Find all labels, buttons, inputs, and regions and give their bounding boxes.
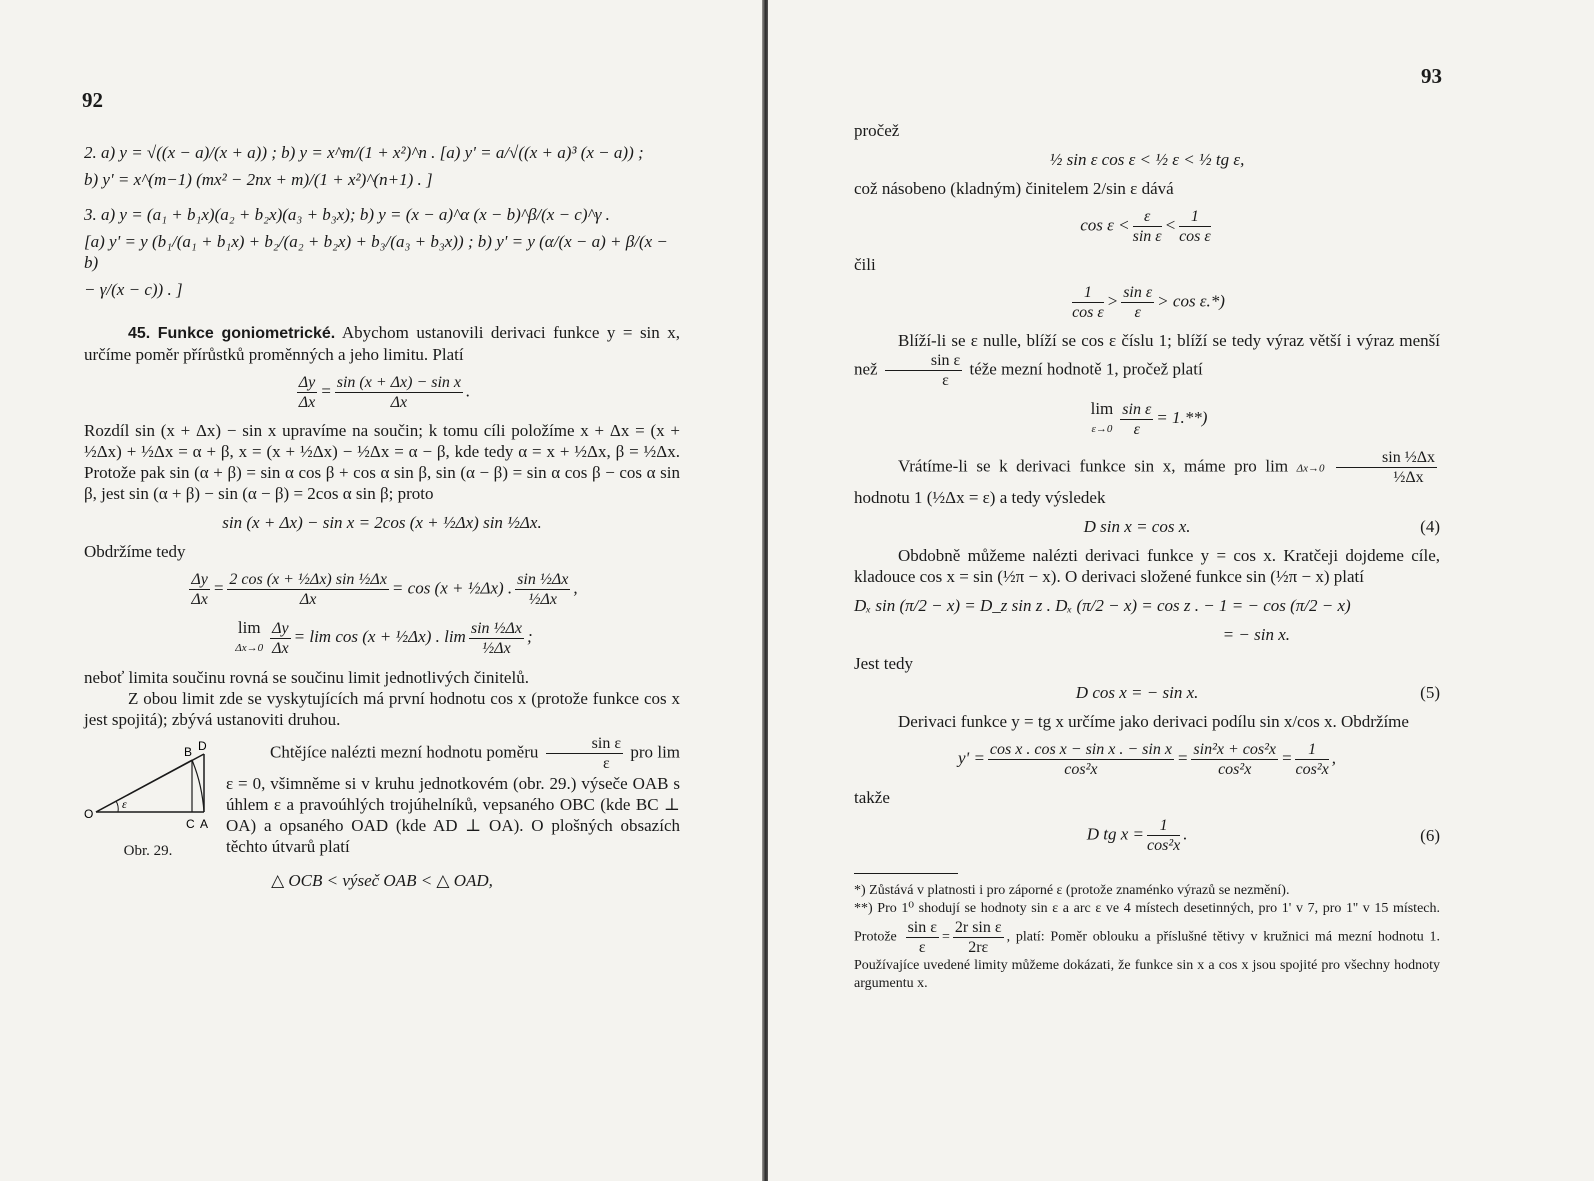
paragraph-5-start: Vrátíme-li se k derivaci funkce sin x, máme pro lim xyxy=(898,456,1289,476)
eq1-lhs-num: Δy xyxy=(298,374,316,391)
figure-caption: Obr. 29. xyxy=(123,843,173,859)
eq8-f2-den: cos²x xyxy=(1218,761,1252,778)
eq3-f2-den: ε xyxy=(1134,304,1141,321)
eq4-lim: lim xyxy=(1090,399,1114,418)
footnote-2-start: **) Pro 1⁰ shodují se hodnoty sin ε a arc ε ve 4 místech desetinných, pro 1' v 7, pro 1'' v 15 místech. Protože xyxy=(854,901,1440,945)
label-b: B xyxy=(184,745,193,759)
paragraph-3: Obdržíme tedy xyxy=(84,542,186,561)
eq4-den: ε xyxy=(1133,420,1140,438)
equation-area-inequality: △ OCB < výseč OAB < △ OAD, xyxy=(271,871,493,890)
eq5-text: D sin x = cos x. xyxy=(1083,517,1191,536)
equation-6 xyxy=(854,816,1440,855)
equation-cos-ineq: cos ε < $\frac{\varepsilon}{\text{sin ε}}$ < $\frac{1}{\text{cos ε}}$ xyxy=(1080,208,1211,245)
paragraph-4-rest: téže mezní hodnotě 1, pročež platí xyxy=(969,359,1203,379)
equation-tg-quotient: y' = $\frac{\text{cos x . cos x − sin x . − sin x}}{\text{cos²x}}$ = $\frac{\text{sin²x + cos²x}}{\text{cos²x}}$ = $\frac{1}{\text{cos²x}}$ , xyxy=(958,741,1336,778)
eq4-sub: ε→0 xyxy=(1091,423,1113,435)
eq2-left: cos ε < xyxy=(1080,215,1130,235)
eq2-f1-num: ε xyxy=(1133,207,1162,227)
figure-and-text xyxy=(84,734,680,862)
paragraph-4-start: Blíží-li se ε nulle, blíží se cos ε číslu 1; blíží se tedy výraz větší i výraz menší než xyxy=(854,331,1440,379)
eq9-tag: (6) xyxy=(1420,826,1440,845)
eq3-lhs-num: Δy xyxy=(191,571,208,588)
eq9-expr: D tg x = $\frac{1}{\text{cos²x}}$ . xyxy=(1086,817,1188,854)
page-number: 92 xyxy=(82,88,103,112)
unit-circle-figure xyxy=(84,734,212,834)
paragraph-4: neboť limita součinu rovná se součinu limit jednotlivých činitelů. xyxy=(84,668,529,687)
eq8-f2-num: sin²x + cos²x xyxy=(1193,741,1276,758)
eq2-f1-den: sin ε xyxy=(1132,228,1162,245)
figure-29 xyxy=(84,734,212,862)
eq3-f1-den: cos ε xyxy=(1072,304,1104,321)
eq2-f2-num: 1 xyxy=(1179,207,1211,227)
section-number: 45. xyxy=(128,325,151,342)
equation-cos-derivative-chain: Dₓ sin (π/2 − x) = D_z sin z . Dₓ (π/2 − x) = cos z . − 1 = − cos (π/2 − x) xyxy=(854,596,1351,615)
eq8-f1-den: cos²x xyxy=(1064,761,1098,778)
equation-sin-limit xyxy=(854,398,1440,440)
eq4-frac-num: sin ½Δx xyxy=(470,619,523,637)
equation-area-ineq: ½ sin ε cos ε < ½ ε < ½ tg ε, xyxy=(1049,150,1245,169)
p4-frac-num: sin ε xyxy=(885,351,962,371)
eq1-rhs-den: Δx xyxy=(390,394,408,411)
eq5-tag: (4) xyxy=(1420,517,1440,536)
paragraph-6-start: Chtějíce nalézti mezní hodnotu poměru xyxy=(270,742,539,762)
exercise-3-line-1: 3. a) y = (a₁ + b₁x)(a₂ + b₂x)(a₃ + b₃x); b) y = (x − a)^α (x − b)^β/(x − c)^γ . xyxy=(84,205,610,224)
eq4-num: Δy xyxy=(272,619,289,637)
eq8-f3-den: cos²x xyxy=(1295,761,1329,778)
equation-reciprocal-ineq: $\frac{1}{\text{cos ε}}$ > $\frac{\text{sin ε}}{\varepsilon}$ > cos ε.*) xyxy=(1072,284,1225,321)
paragraph-4 xyxy=(854,330,1440,390)
eq8-f1-num: cos x . cos x − sin x . − sin x xyxy=(989,741,1172,758)
paragraph-5 xyxy=(854,448,1440,508)
left-page xyxy=(0,0,764,1181)
eq4-frac-den: ½Δx xyxy=(482,639,511,657)
footnote-2-rest: , platí: Poměr oblouku a příslušné tětivy v kružnici má mezní hodnotu 1. Používajíce uvedené limity můžeme dokázati, že funkce sin x a cos x jsou spojité pro všechny hodnoty argumentu x. xyxy=(854,929,1441,991)
eq3-rhs-den: Δx xyxy=(299,591,317,608)
right-page-content xyxy=(854,120,1440,993)
paragraph-2: což násobeno (kladným) činitelem 2/sin ε dává xyxy=(854,179,1174,198)
p5-frac-den: ½Δx xyxy=(1393,469,1424,486)
ratio-den: ε xyxy=(603,755,610,772)
paragraph-8: Derivaci funkce y = tg x určíme jako derivaci podílu sin x/cos x. Obdržíme xyxy=(898,712,1409,731)
eq2-f2-den: cos ε xyxy=(1179,228,1211,245)
eq1-rhs-num: sin (x + Δx) − sin x xyxy=(336,374,462,391)
eq4-lim: lim xyxy=(237,618,261,637)
eq3-mid: = cos (x + ½Δx) . xyxy=(391,578,513,598)
paragraph-6 xyxy=(226,734,680,857)
footnote-2: **) Pro 1⁰ shodují se hodnoty sin ε a arc ε ve 4 místech desetinných, pro 1' v 7, pro 1'' v 15 místech. Protože $\frac{\text{sin ε}}{\varepsilon}$ = $\frac{\text{2r sin ε}}{2r\varepsilon}$ , platí: Poměr oblouku a příslušné tětivy v kružnici má mezní hodnotu 1. Používajíce uvedené limity můžeme dokázati, že funkce sin x a cos x jsou spojité pro všechny hodnoty argumentu x. xyxy=(854,901,1441,991)
exercise-2-line-2: b) y' = x^(m−1) (mx² − 2nx + m)/(1 + x²)^(n+1) . ] xyxy=(84,170,433,189)
equation-limit: lim Δx→0 $\frac{\Delta y}{\Delta x}$ = lim cos (x + ½Δx) . lim $\frac{\text{sin ½Δx}}{\text{½Δx}}$ ; xyxy=(84,617,680,659)
equation-4 xyxy=(854,516,1440,537)
exercise-2-line-1: 2. a) y = √((x − a)/(x + a)) ; b) y = x^m/(1 + x²)^n . [a) y' = a/√((x + a)³ (x − a)) ; xyxy=(84,143,644,162)
eq4-mid: = lim cos (x + ½Δx) . lim xyxy=(293,626,466,646)
eq3-frac-num: sin ½Δx xyxy=(517,571,569,588)
eq1-lhs-den: Δx xyxy=(298,394,316,411)
paragraph-9: takže xyxy=(854,788,890,807)
fn2-f2-den: 2rε xyxy=(968,939,989,956)
paragraph-1: pročež xyxy=(854,121,900,140)
paragraph-6: Obdobně můžeme nalézti derivaci funkce y = cos x. Kratčeji dojdeme cíle, kladouce cos x = sin (½π − x). O derivaci složené funkce sin (½π − x) platí xyxy=(854,546,1440,586)
p5-frac-num: sin ½Δx xyxy=(1336,448,1437,468)
fn2-f1-num: sin ε xyxy=(907,919,937,936)
footnote-1: *) Zůstává v platnosti i pro záporné ε (protože znaménko výrazů se nezmění). xyxy=(854,883,1290,898)
eq9-num: 1 xyxy=(1147,816,1180,836)
paragraph-1: Abychom ustanovili derivaci funkce y = sin x, určíme poměr přírůstků proměnných a jeho limitu. Platí xyxy=(84,323,681,364)
right-page xyxy=(768,0,1594,1181)
label-epsilon: ε xyxy=(122,797,127,811)
eq3-right: > cos ε.*) xyxy=(1157,291,1225,311)
eq3-lhs-den: Δx xyxy=(191,591,208,608)
eq9-den: cos²x xyxy=(1146,837,1181,854)
paragraph-3: čili xyxy=(854,255,876,274)
label-o: O xyxy=(84,807,94,821)
exercise-3-line-2: [a) y' = y (b₁/(a₁ + b₁x) + b₂/(a₂ + b₂x) + b₃/(a₃ + b₃x)) ; b) y' = y (α/(x − a) + β/(x − b) xyxy=(84,232,668,272)
eq4-sub: Δx→0 xyxy=(235,642,264,654)
fn2-f2-num: 2r sin ε xyxy=(954,919,1002,936)
fn2-f1-den: ε xyxy=(918,939,926,956)
section-title: Funkce goniometrické. xyxy=(157,325,336,342)
eq9-left: D tg x = xyxy=(1086,824,1144,844)
p4-frac-den: ε xyxy=(942,372,949,389)
paragraph-2: Rozdíl sin (x + Δx) − sin x upravíme na součin; k tomu cíli položíme x + Δx = (x + ½Δx) + ½Δx = α + β, x = (x + ½Δx) − ½Δx = α − β, kde tedy α = x + ½Δx, β = ½Δx. Protože pak sin (α + β) = sin α cos β + cos α sin β, sin (α − β) = sin α cos β − cos α sin β, jest sin (α + β) − sin (α − β) = 2cos α sin β; proto xyxy=(84,421,680,503)
paragraph-7: Jest tedy xyxy=(854,654,914,673)
eq3-rhs-num: 2 cos (x + ½Δx) sin ½Δx xyxy=(229,571,387,588)
paragraph-5: Z obou limit zde se vyskytujících má první hodnotu cos x (protože funkce cos x jest spojitá); zbývá ustanoviti druhou. xyxy=(84,689,680,729)
page-number: 93 xyxy=(1421,64,1442,88)
label-d: D xyxy=(198,739,207,753)
label-c: C xyxy=(186,817,195,831)
eq3-f2-num: sin ε xyxy=(1123,284,1153,301)
eq7-text: D cos x = − sin x. xyxy=(1075,683,1199,702)
p5-sub: Δx→0 xyxy=(1296,462,1325,475)
eq3-frac-den: ½Δx xyxy=(528,591,557,608)
eq8-y: y' = xyxy=(958,748,985,768)
eq4-num: sin ε xyxy=(1122,400,1152,418)
section-45-paragraph xyxy=(84,322,680,365)
equation-sin-difference: sin (x + Δx) − sin x = 2cos (x + ½Δx) sin ½Δx. xyxy=(222,513,542,532)
ratio-num: sin ε xyxy=(546,734,623,754)
exercise-3-line-3: − γ/(x − c)) . ] xyxy=(84,280,183,299)
paragraph-5-rest: hodnotu 1 (½Δx = ε) a tedy výsledek xyxy=(854,488,1106,507)
eq4-right: = 1.**) xyxy=(1156,407,1208,427)
eq3-f1-num: 1 xyxy=(1072,283,1104,303)
eq4-den: Δx xyxy=(272,639,289,657)
equation-difference-quotient: $\frac{\Delta y}{\Delta x}$ = $\frac{\text{sin (x + Δx) − sin x}}{\Delta x}$ . xyxy=(298,374,471,411)
left-page-content xyxy=(84,136,680,899)
paragraph-6-rest: pro lim ε = 0, všimněme si v kruhu jednotkovém (obr. 29.) výseče OAB s úhlem ε a pravoúhlých trojúhelníků, vepsaného OBC (kde BC ⊥ OA) a opsaného OAD (kde AD ⊥ OA). O plošných obsazích těchto útvarů platí xyxy=(226,742,681,856)
eq8-f3-num: 1 xyxy=(1295,740,1328,760)
eq7-tag: (5) xyxy=(1420,683,1440,702)
label-a: A xyxy=(200,817,209,831)
equation-5 xyxy=(854,682,1440,703)
figure-side-text xyxy=(226,734,680,862)
footnote-rule xyxy=(854,873,958,874)
equation-cos-derivative-result: = − sin x. xyxy=(1222,625,1290,644)
equation-quotient-product: $\frac{\Delta y}{\Delta x}$ = $\frac{\text{2 cos (x + ½Δx) sin ½Δx}}{\Delta x}$ = cos (x + ½Δx) . $\frac{\text{sin ½Δx}}{\text{½Δx}}$ , xyxy=(191,571,578,608)
